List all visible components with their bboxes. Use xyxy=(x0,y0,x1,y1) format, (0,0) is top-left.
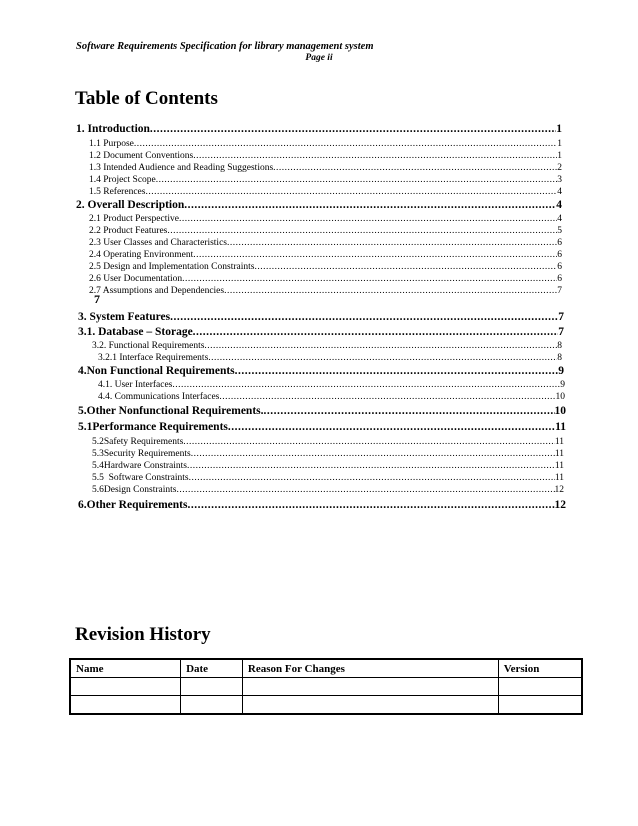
toc-entry-page: 7 xyxy=(558,326,564,338)
toc-leader xyxy=(172,380,560,390)
toc-leader xyxy=(193,151,557,161)
toc-entry-hardware[interactable] xyxy=(92,461,564,471)
column-header-version: Version xyxy=(498,659,582,678)
toc-leader xyxy=(227,238,557,248)
toc-entry-text: 3.1. Database – Storage xyxy=(78,326,193,338)
toc-leader xyxy=(145,187,557,197)
stray-page-number: 7 xyxy=(94,292,100,306)
toc-entry-page: 5 xyxy=(557,226,562,236)
toc-entry-page: 9 xyxy=(558,365,564,377)
toc-leader xyxy=(273,163,557,173)
toc-entry-other-nonfunctional[interactable] xyxy=(78,405,566,417)
document-title: Software Requirements Specification for library management system xyxy=(76,41,374,52)
toc-entry-page: 4 xyxy=(557,214,562,224)
toc-leader xyxy=(170,311,558,323)
toc-leader xyxy=(150,123,556,135)
toc-entry-assumptions[interactable] xyxy=(89,286,562,296)
toc-leader xyxy=(167,226,557,236)
toc-entry-performance[interactable] xyxy=(78,421,566,433)
toc-entry-text: 4.Non Functional Requirements xyxy=(78,365,235,377)
toc-leader xyxy=(187,461,555,471)
toc-entry-design[interactable] xyxy=(92,485,564,495)
toc-entry-communications-interfaces[interactable] xyxy=(98,392,565,402)
toc-entry-design-constraints[interactable] xyxy=(89,262,562,272)
toc-entry-text: 2. Overall Description xyxy=(76,199,185,211)
toc-entry-page: 3 xyxy=(557,175,562,185)
toc-entry-page: 6 xyxy=(557,250,562,260)
table-cell[interactable] xyxy=(498,696,582,715)
toc-entry-page: 10 xyxy=(555,392,565,402)
toc-entry-page: 7 xyxy=(557,286,562,296)
toc-entry-intended-audience[interactable] xyxy=(89,163,562,173)
toc-entry-page: 6 xyxy=(557,262,562,272)
toc-leader xyxy=(191,449,555,459)
toc-entry-text: 4.4. Communications Interfaces xyxy=(98,392,220,402)
table-cell[interactable] xyxy=(181,696,243,715)
table-row xyxy=(70,696,582,715)
toc-entry-text: 2.1 Product Perspective xyxy=(89,214,179,224)
toc-entry-product-features[interactable] xyxy=(89,226,562,236)
toc-entry-text: 4.1. User Interfaces xyxy=(98,380,173,390)
toc-entry-product-perspective[interactable] xyxy=(89,214,562,224)
toc-entry-page: 10 xyxy=(554,405,566,417)
toc-entry-text: 5.4Hardware Constraints xyxy=(92,461,187,471)
page-number xyxy=(0,53,638,63)
toc-entry-page: 1 xyxy=(557,139,562,149)
toc-entry-page: 4 xyxy=(557,187,562,197)
toc-entry-references[interactable] xyxy=(89,187,562,197)
toc-leader xyxy=(193,250,557,260)
toc-entry-text: 2.3 User Classes and Characteristics xyxy=(89,238,227,248)
toc-heading: Table of Contents xyxy=(75,88,218,109)
toc-entry-text: 1.5 References xyxy=(89,187,146,197)
table-cell[interactable] xyxy=(242,696,498,715)
toc-entry-text: 2.6 User Documentation xyxy=(89,274,183,284)
toc-leader xyxy=(184,199,556,211)
toc-leader xyxy=(228,421,555,433)
toc-entry-page: 8 xyxy=(557,353,562,363)
toc-entry-text: 3. System Features xyxy=(78,311,171,323)
toc-entry-text: 5.3Security Requirements xyxy=(92,449,191,459)
toc-entry-text: 1. Introduction xyxy=(76,123,150,135)
toc-leader xyxy=(204,341,557,351)
toc-entry-text: 1.1 Purpose xyxy=(89,139,134,149)
toc-entry-software[interactable] xyxy=(92,473,564,483)
toc-entry-page: 2 xyxy=(557,163,562,173)
toc-entry-operating-environment[interactable] xyxy=(89,250,562,260)
toc-entry-security[interactable] xyxy=(92,449,564,459)
table-cell[interactable] xyxy=(181,678,243,696)
toc-entry-purpose[interactable] xyxy=(89,139,562,149)
toc-leader xyxy=(254,262,557,272)
toc-leader xyxy=(182,274,557,284)
toc-entry-database-storage[interactable] xyxy=(78,326,564,338)
column-header-reason: Reason For Changes xyxy=(242,659,498,678)
toc-entry-page: 11 xyxy=(554,449,564,459)
toc-entry-text: 6.Other Requirements xyxy=(78,499,188,511)
toc-leader xyxy=(176,485,554,495)
toc-entry-page: 11 xyxy=(554,437,564,447)
toc-entry-page: 12 xyxy=(554,499,566,511)
table-cell[interactable] xyxy=(242,678,498,696)
toc-entry-text: 2.4 Operating Environment xyxy=(89,250,194,260)
toc-entry-overall-description[interactable] xyxy=(76,199,562,211)
toc-entry-system-features[interactable] xyxy=(78,311,564,323)
toc-entry-document-conventions[interactable] xyxy=(89,151,562,161)
toc-leader xyxy=(189,473,555,483)
toc-entry-page: 4 xyxy=(556,199,562,211)
toc-entry-text: 3.2.1 Interface Requirements xyxy=(98,353,209,363)
toc-entry-page: 6 xyxy=(557,274,562,284)
toc-entry-user-documentation[interactable] xyxy=(89,274,562,284)
table-header-row xyxy=(70,659,582,678)
toc-entry-page: 7 xyxy=(558,311,564,323)
toc-entry-page: 1 xyxy=(557,151,562,161)
toc-entry-text: 5.5 Software Constraints xyxy=(92,473,189,483)
toc-entry-page: 6 xyxy=(557,238,562,248)
toc-entry-introduction[interactable] xyxy=(76,123,562,135)
toc-entry-page: 9 xyxy=(560,380,565,390)
toc-entry-non-functional[interactable] xyxy=(78,365,564,377)
toc-entry-other-requirements[interactable] xyxy=(78,499,566,511)
toc-leader xyxy=(219,392,555,402)
toc-entry-text: 1.3 Intended Audience and Reading Suggestions xyxy=(89,163,274,173)
column-header-name: Name xyxy=(70,659,181,678)
toc-leader xyxy=(208,353,557,363)
toc-entry-text: 5.6Design Constraints xyxy=(92,485,177,495)
toc-entry-text: 2.7 Assumptions and Dependencies xyxy=(89,286,225,296)
toc-entry-text: 1.2 Document Conventions xyxy=(89,151,194,161)
toc-entry-text: 2.5 Design and Implementation Constraints xyxy=(89,262,255,272)
toc-entry-text: 5.1Performance Requirements xyxy=(78,421,228,433)
toc-entry-page: 11 xyxy=(554,461,564,471)
toc-entry-text: 1.4 Project Scope xyxy=(89,175,156,185)
toc-entry-safety[interactable] xyxy=(92,437,564,447)
revision-history-table xyxy=(69,658,583,715)
table-cell[interactable] xyxy=(70,696,181,715)
table-cell[interactable] xyxy=(70,678,181,696)
toc-entry-page: 1 xyxy=(556,123,562,135)
page-number-text: Page ii xyxy=(305,53,333,63)
toc-entry-page: 12 xyxy=(554,485,564,495)
toc-leader xyxy=(224,286,557,296)
toc-leader xyxy=(183,437,555,447)
toc-leader xyxy=(134,139,557,149)
toc-entry-interface-requirements[interactable] xyxy=(98,353,562,363)
toc-entry-text: 2.2 Product Features xyxy=(89,226,168,236)
toc-leader xyxy=(193,326,559,338)
toc-entry-functional-requirements[interactable] xyxy=(92,341,562,351)
table-cell[interactable] xyxy=(498,678,582,696)
toc-entry-project-scope[interactable] xyxy=(89,175,562,185)
toc-leader xyxy=(179,214,557,224)
toc-leader xyxy=(187,499,554,511)
toc-entry-text: 3.2. Functional Requirements xyxy=(92,341,205,351)
toc-entry-user-interfaces[interactable] xyxy=(98,380,565,390)
toc-leader xyxy=(235,365,559,377)
table-row xyxy=(70,678,582,696)
toc-entry-page: 11 xyxy=(554,473,564,483)
column-header-date: Date xyxy=(181,659,243,678)
toc-leader xyxy=(156,175,557,185)
toc-entry-page: 11 xyxy=(555,421,566,433)
toc-entry-page: 8 xyxy=(557,341,562,351)
toc-entry-text: 5.2Safety Requirements xyxy=(92,437,184,447)
toc-leader xyxy=(264,405,555,417)
toc-entry-user-classes[interactable] xyxy=(89,238,562,248)
toc-entry-text: 5.Other Nonfunctional Requirements. xyxy=(78,405,264,417)
revision-history-heading: Revision History xyxy=(75,624,211,645)
